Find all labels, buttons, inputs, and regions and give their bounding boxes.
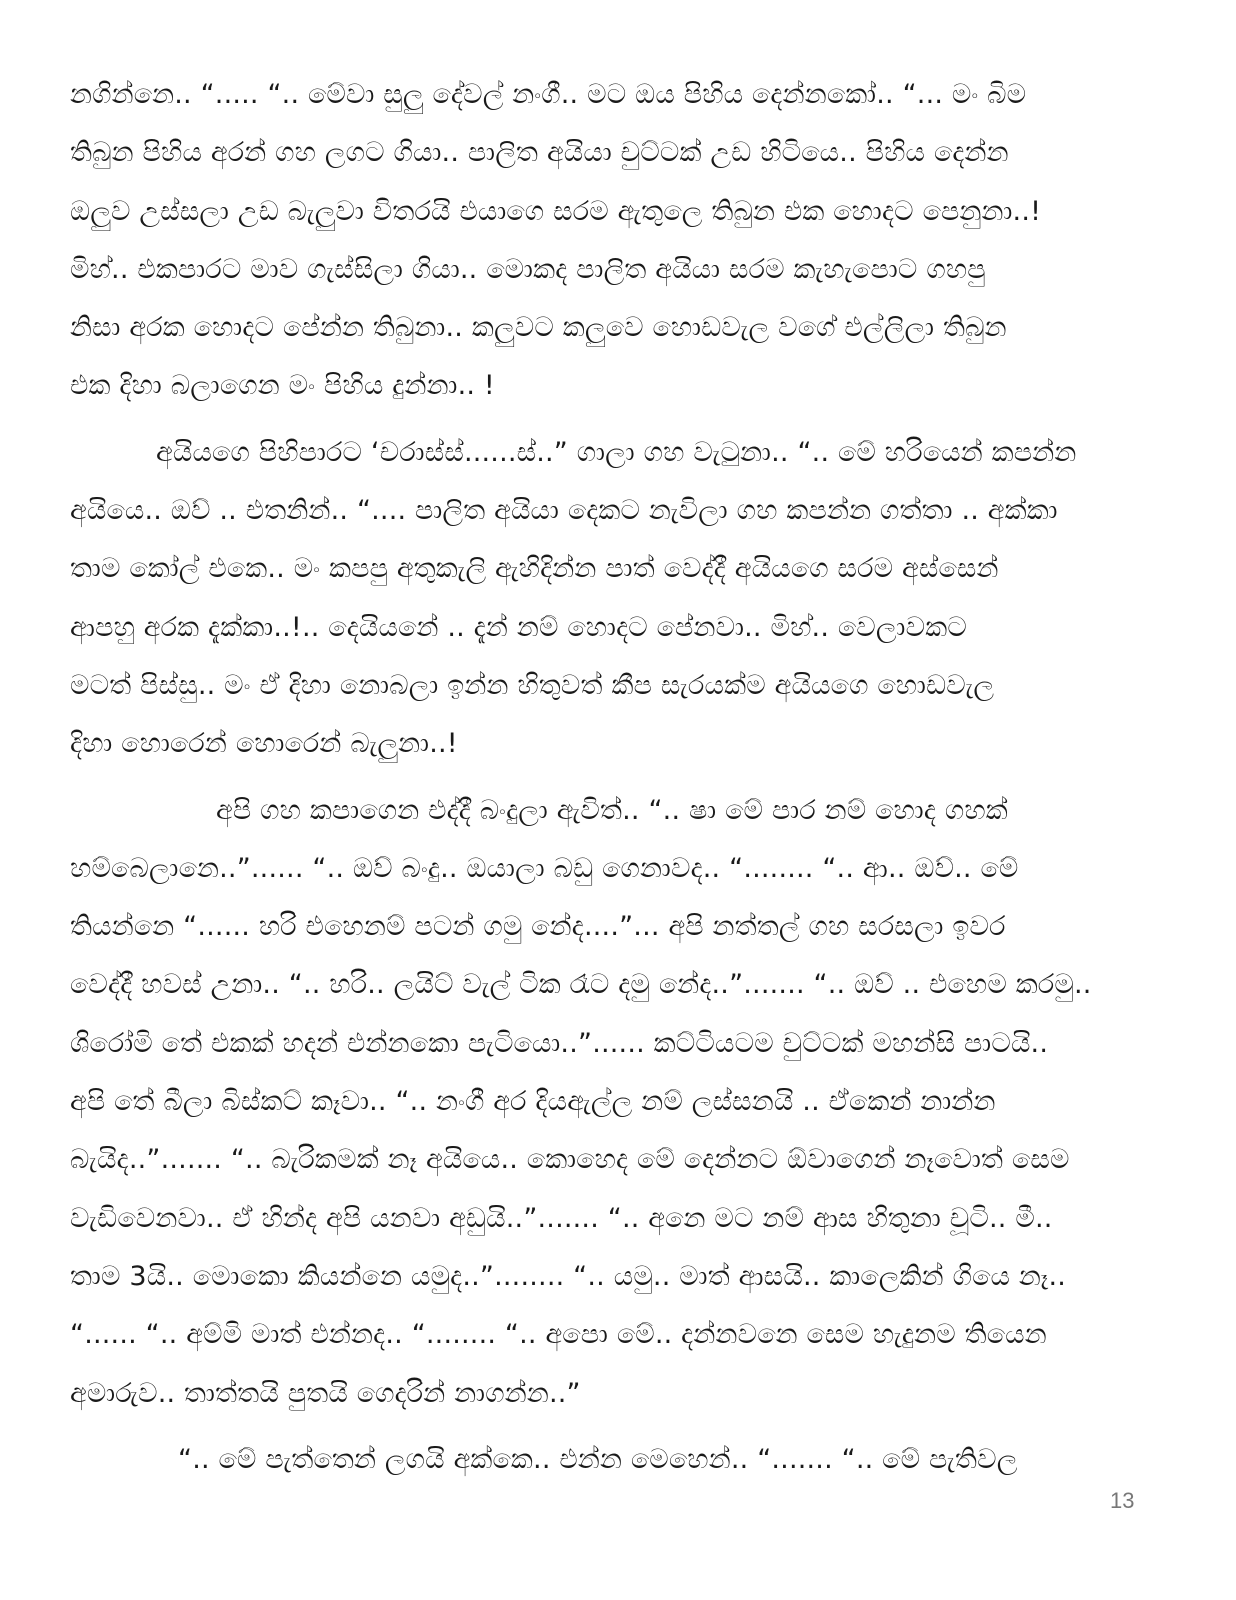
- text-line: නිසා අරක හොදට පේන්න තිබුනා.. කලුවට කලුවෙ හොඩවැල වගේ එල්ලිලා තිබුන: [70, 312, 1007, 344]
- text-line: තාම 3යි.. මොකො කියන්නෙ යමුද..”........ “.. යමු.. මාත් ආසයි.. කාලෙකින් ගියෙ නෑ..: [70, 1260, 1067, 1292]
- text-line: බැයිද..”....... “.. බැරිකමක් නෑ අයියෙ.. කොහෙද මේ දෙන්නට ඕවාගෙන් නෑවොත් සෙම: [70, 1144, 1070, 1176]
- text-line: දිහා හොරෙන් හොරෙන් බැලුනා..!: [70, 728, 458, 760]
- text-line: අමාරුව.. තාත්තයි පුතයි ගෙදරින් නාගන්න..”: [70, 1377, 581, 1409]
- paragraph-3: [70, 782, 1160, 1423]
- text-line: එක දිහා බලාගෙන මං පිහිය දුන්නා.. !: [70, 370, 495, 402]
- paragraph-gap: [70, 416, 1160, 424]
- text-line: මටත් පිස්සු.. මං ඒ දිහා නොබලා ඉන්න හිතුවත් කීප සැරයක්ම අයියගෙ හොඩවැල: [70, 669, 995, 701]
- paragraph-1: [70, 66, 1160, 416]
- text-line: “.. මේ පැත්තෙන් ලගයි අක්කෙ.. එන්න මෙහෙන්.. “....... “.. මේ පැතිවල: [178, 1443, 1018, 1475]
- text-line: අයියෙ.. ඔව් .. එතනින්.. “.... පාලිත අයියා දෙකට නැවිලා ගහ කපන්න ගත්තා .. අක්කා: [70, 495, 1058, 527]
- text-line: තියන්නෙ “...... හරි එහෙනම් පටන් ගමු නේද....”... අපි නත්තල් ගහ සරසලා ඉවර: [70, 911, 1006, 943]
- text-line: අපි තේ බීලා බිස්කට් කෑවා.. “.. නංගී අර දියඇල්ල නම් ලස්සනයි .. ඒකෙන් නාන්න: [70, 1086, 996, 1118]
- text-line: “...... “.. අම්මි මාත් එන්නද.. “........ “.. අපො මේ.. දන්නවනෙ සෙම හැදුනම තියෙන: [70, 1319, 1047, 1351]
- page-content: [70, 66, 1160, 1489]
- text-line: වැඩිවෙනවා.. ඒ හින්ද අපි යනවා අඩුයි..”....... “.. අනෙ මට නම් ආස හිතුනා චූටි.. මී..: [70, 1202, 1053, 1234]
- text-line: හම්බෙලානෙ..”...... “.. ඔව් බංදු.. ඔයාලා බඩු ගෙනාවද.. “........ “.. ආ.. ඔව්.. මේ: [70, 852, 1019, 884]
- paragraph-gap: [70, 774, 1160, 782]
- text-line: වෙද්දී හවස් උනා.. “.. හරි.. ලයිට් වැල් ටික රෑට දමු නේද..”....... “.. ඔව් .. එහෙම කරමු..: [70, 969, 1092, 1001]
- text-line: තිබුන පිහිය අරන් ගහ ලගට ගියා.. පාලිත අයියා චුට්ටක් උඩ හිටියෙ.. පිහිය දෙන්න: [70, 137, 1009, 169]
- paragraph-4: [70, 1431, 1160, 1489]
- text-line: ශිරෝමි තේ එකක් හදන් එන්නකො පැටියො..”...... කට්ටියටම චුට්ටක් මහන්සි පාටයි..: [70, 1027, 1049, 1059]
- page-number: 13: [1110, 1488, 1135, 1513]
- text-line: තාම කෝල් එකෙ.. මං කපපු අතුකැලි ඇහිදින්න පාත් වෙද්දී අයියගෙ සරම අස්සෙන්: [70, 553, 999, 585]
- text-line: මිහ්.. එකපාරට මාව ගැස්සිලා ගියා.. මොකද පාලිත අයියා සරම කැහැපොට ගහපු: [70, 253, 986, 285]
- text-line: අයියගෙ පිහිපාරට ‘චරාස්ස්......ස්..” ගාලා ගහ වැටුනා.. “.. මේ හරියෙන් කපන්න: [156, 436, 1077, 468]
- text-line: නගින්නෙ.. “..... “.. මේවා සුලු දේවල් නංගී.. මට ඔය පිහිය දෙන්නකෝ.. “... මං බිම: [70, 79, 1027, 110]
- paragraph-gap: [70, 1423, 1160, 1431]
- text-line: ඔලුව උස්සලා උඩ බැලුවා විතරයි එයාගෙ සරම ඇතුලෙ තිබුන එක හොදට පෙනුනා..!: [70, 195, 1042, 227]
- text-line: ආපහු අරක දැක්කා..!.. දෙයියනේ .. දැන් නම් හොදට පේනවා.. මිහ්.. වෙලාවකට: [70, 611, 967, 643]
- text-line: අපි ගහ කපාගෙන එද්දී බංදුලා ඇවිත්.. “.. ෂා මේ පාර නම් හොද ගහක්: [216, 794, 1008, 826]
- paragraph-2: [70, 424, 1160, 774]
